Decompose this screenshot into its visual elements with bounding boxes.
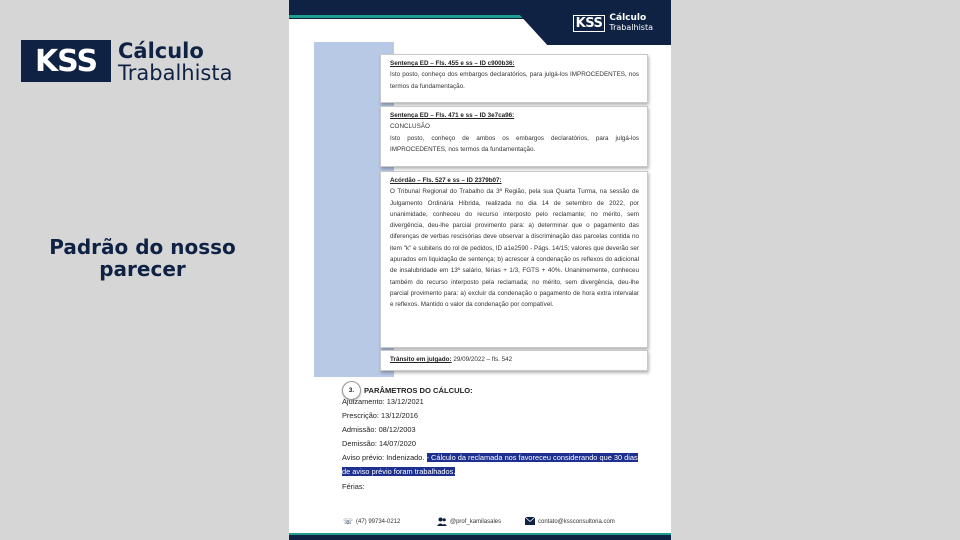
highlighted-note: - Cálculo da reclamada nos favoreceu considerando que 30 dias xyxy=(426,453,638,462)
param-label: Demissão: xyxy=(342,439,377,448)
footer-phone-text: (47) 99734-0212 xyxy=(356,518,401,525)
logo-line-2: Trabalhista xyxy=(118,61,233,85)
param-value: Indenizado. xyxy=(384,453,427,462)
decision-box-text: CONCLUSÃO xyxy=(390,123,430,131)
footer-email-text: contato@kssconsultoria.com xyxy=(538,518,615,525)
page-footer-accent-line xyxy=(289,533,671,535)
headline-line-1: Padrão do nosso xyxy=(49,235,236,259)
param-row-ajuizamento xyxy=(342,397,424,406)
param-row-demissao xyxy=(342,439,416,448)
param-value: 08/12/2003 xyxy=(376,425,416,434)
decision-box-title: Sentença ED – Fls. 455 e ss – ID c900b36: xyxy=(390,60,515,67)
decision-box-title: Sentença ED – Fls. 471 e ss – ID 3e7ca96: xyxy=(390,112,515,119)
decision-box-title: Acórdão – Fls. 527 e ss – ID 2379b07: xyxy=(390,177,502,184)
param-value: 13/12/2016 xyxy=(378,411,419,420)
decision-box-sentenca-ed-455 xyxy=(380,54,648,103)
logo-line-1: Cálculo xyxy=(118,39,204,63)
document-page xyxy=(289,0,671,540)
calculation-parameters xyxy=(342,381,652,491)
page-logo xyxy=(573,14,653,32)
param-row-admissao xyxy=(342,425,416,434)
people-icon xyxy=(437,517,446,526)
decision-box-acordao-527 xyxy=(380,171,648,348)
page-logo-line-2: Trabalhista xyxy=(609,23,653,32)
param-row-aviso-previo-cont xyxy=(342,467,455,476)
kss-logo-text xyxy=(118,40,232,85)
param-row-ferias xyxy=(342,482,365,491)
decision-box-text: Isto posto, conheço dos embargos declaratórios, para julgá-los IMPROCEDENTES, nos termos da fundamentação. xyxy=(390,71,639,90)
decision-box-transito-julgado xyxy=(380,350,648,371)
phone-icon: ☏ xyxy=(343,517,354,526)
mail-icon xyxy=(525,517,534,526)
kss-logo xyxy=(21,40,253,84)
decision-box-text: 29/09/2022 – fls. 542 xyxy=(451,356,513,363)
param-label: Ajuizamento: xyxy=(342,397,385,406)
kss-logo-badge: KSS xyxy=(21,40,111,82)
footer-email xyxy=(525,517,615,526)
param-row-aviso-previo xyxy=(342,453,638,462)
page-header-accent-line xyxy=(289,15,529,18)
footer-instagram xyxy=(437,517,501,526)
param-label: Aviso prévio: xyxy=(342,453,385,462)
param-value: 14/07/2020 xyxy=(376,439,416,448)
decision-box-title: Trânsito em julgado: xyxy=(390,356,452,363)
page-logo-text xyxy=(609,14,653,32)
page-logo-badge: KSS xyxy=(573,15,606,32)
slide-headline xyxy=(40,236,245,280)
decision-box-sentenca-ed-471 xyxy=(380,106,648,167)
footer-phone xyxy=(343,517,400,526)
param-label: Prescrição: xyxy=(342,411,379,420)
page-logo-line-1: Cálculo xyxy=(609,13,647,23)
param-row-prescricao xyxy=(342,411,418,420)
section-title: PARÂMETROS DO CÁLCULO: xyxy=(364,386,473,395)
highlighted-note: de aviso prévio foram trabalhados. xyxy=(342,467,456,476)
param-value: 13/12/2021 xyxy=(384,397,424,406)
section-number-badge: 3. xyxy=(342,381,361,400)
param-label: Admissão: xyxy=(342,425,377,434)
decision-box-text: O Tribunal Regional do Trabalho da 3ª Região, pela sua Quarta Turma, na sessão de Julgamento Ordinária Híbrida, realizada no dia 14 de setembro de 2022, por unanimidade, conheceu do recurso interposto pelo reclamante; no mérito, sem divergência, deu-lhe parcial provimento para: a) determinar que o pagamento das diferenças de verbas rescisórias deve observar a discriminação das parcelas contida no item "k" e subitens do rol de pedidos, ID a1e2590 - Págs. 14/15; valores que deverão ser apurados em liquidação de sentença; b) acrescer à condenação os reflexos do adicional de insalubridade em 13º salário, férias + 1/3, FGTS + 40%. Unanimemente, conheceu também do recurso interposto pela reclamada; no mérito, sem divergência, deu-lhe parcial provimento para: a) excluir da condenação o pagamento de hora extra intervalar e reflexos. Mantido o valor da condenação por compatível. xyxy=(390,188,639,309)
headline-line-2: parecer xyxy=(99,257,186,281)
page-footer xyxy=(289,514,671,530)
param-label: Férias: xyxy=(342,482,365,491)
footer-instagram-text: @prof_kamilasales xyxy=(450,518,502,525)
decision-box-text: Isto posto, conheço de ambos os embargos declaratórios, para julgá-los IMPROCEDENTES, nos termos da fundamentação. xyxy=(390,134,639,153)
